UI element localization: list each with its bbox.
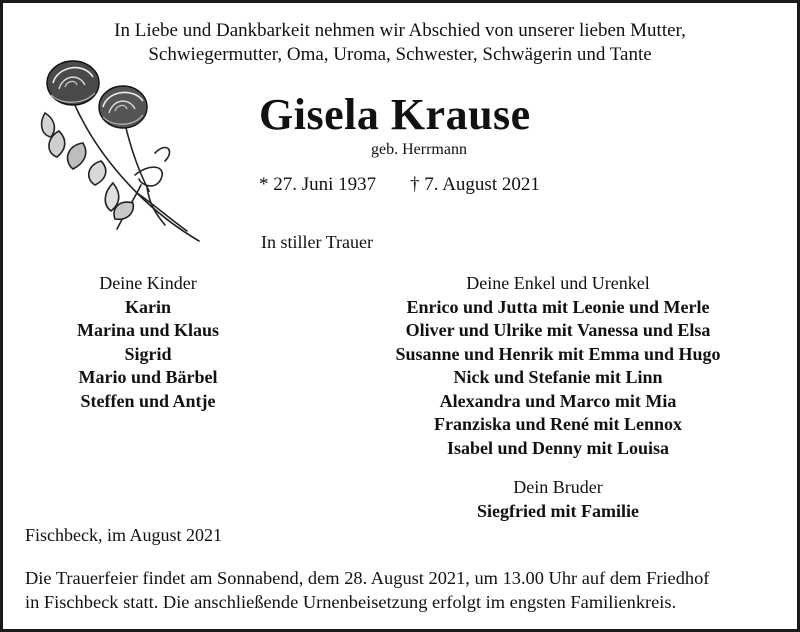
death-date: † 7. August 2021 [410, 174, 540, 195]
grandchild-family: Susanne und Henrik mit Emma und Hugo [395, 343, 721, 364]
birth-name: geb. Herrmann [371, 141, 467, 158]
grandchildren-group [353, 272, 763, 460]
child-name: Mario und Bärbel [78, 367, 218, 387]
intro-line-1: In Liebe und Dankbarkeit nehmen wir Abschied von unserer lieben Mutter, [114, 20, 686, 41]
child-name: Karin [124, 296, 171, 317]
birth-date: * 27. Juni 1937 [259, 174, 377, 195]
grandchildren-heading: Deine Enkel und Urenkel [466, 273, 650, 293]
intro-line-2: Schwiegermutter, Oma, Uroma, Schwester, Schwägerin und Tante [148, 44, 652, 65]
brother-name: Siegfried mit Familie [477, 500, 639, 521]
funeral-notice-line-1: Die Trauerfeier findet am Sonnabend, dem 28. August 2021, um 13.00 Uhr auf dem Friedhof [25, 568, 710, 588]
brother-heading: Dein Bruder [513, 477, 603, 497]
children-group [43, 272, 253, 413]
funeral-notice [25, 566, 709, 614]
grandchild-family: Franziska und René mit Lennox [433, 414, 683, 434]
grandchild-family: Isabel und Denny mit Louisa [446, 437, 670, 458]
grandchild-family: Alexandra und Marco mit Mia [439, 390, 677, 411]
rose-illustration-icon [37, 53, 207, 247]
grandchild-family: Oliver und Ulrike mit Vanessa und Elsa [405, 320, 711, 340]
child-name: Marina und Klaus [76, 320, 220, 340]
deceased-name: Gisela Krause [259, 90, 531, 139]
place-date: Fischbeck, im August 2021 [25, 525, 222, 545]
funeral-notice-line-2: in Fischbeck statt. Die anschließende Urnenbeisetzung erfolgt im engsten Familienkreis. [25, 592, 677, 612]
children-heading: Deine Kinder [99, 273, 197, 293]
child-name: Steffen und Antje [80, 390, 216, 411]
child-name: Sigrid [124, 343, 172, 364]
grandchild-family: Nick und Stefanie mit Linn [453, 367, 663, 387]
mourning-phrase: In stiller Trauer [261, 232, 373, 252]
brother-group [353, 476, 763, 523]
grandchild-family: Enrico und Jutta mit Leonie und Merle [406, 296, 710, 317]
